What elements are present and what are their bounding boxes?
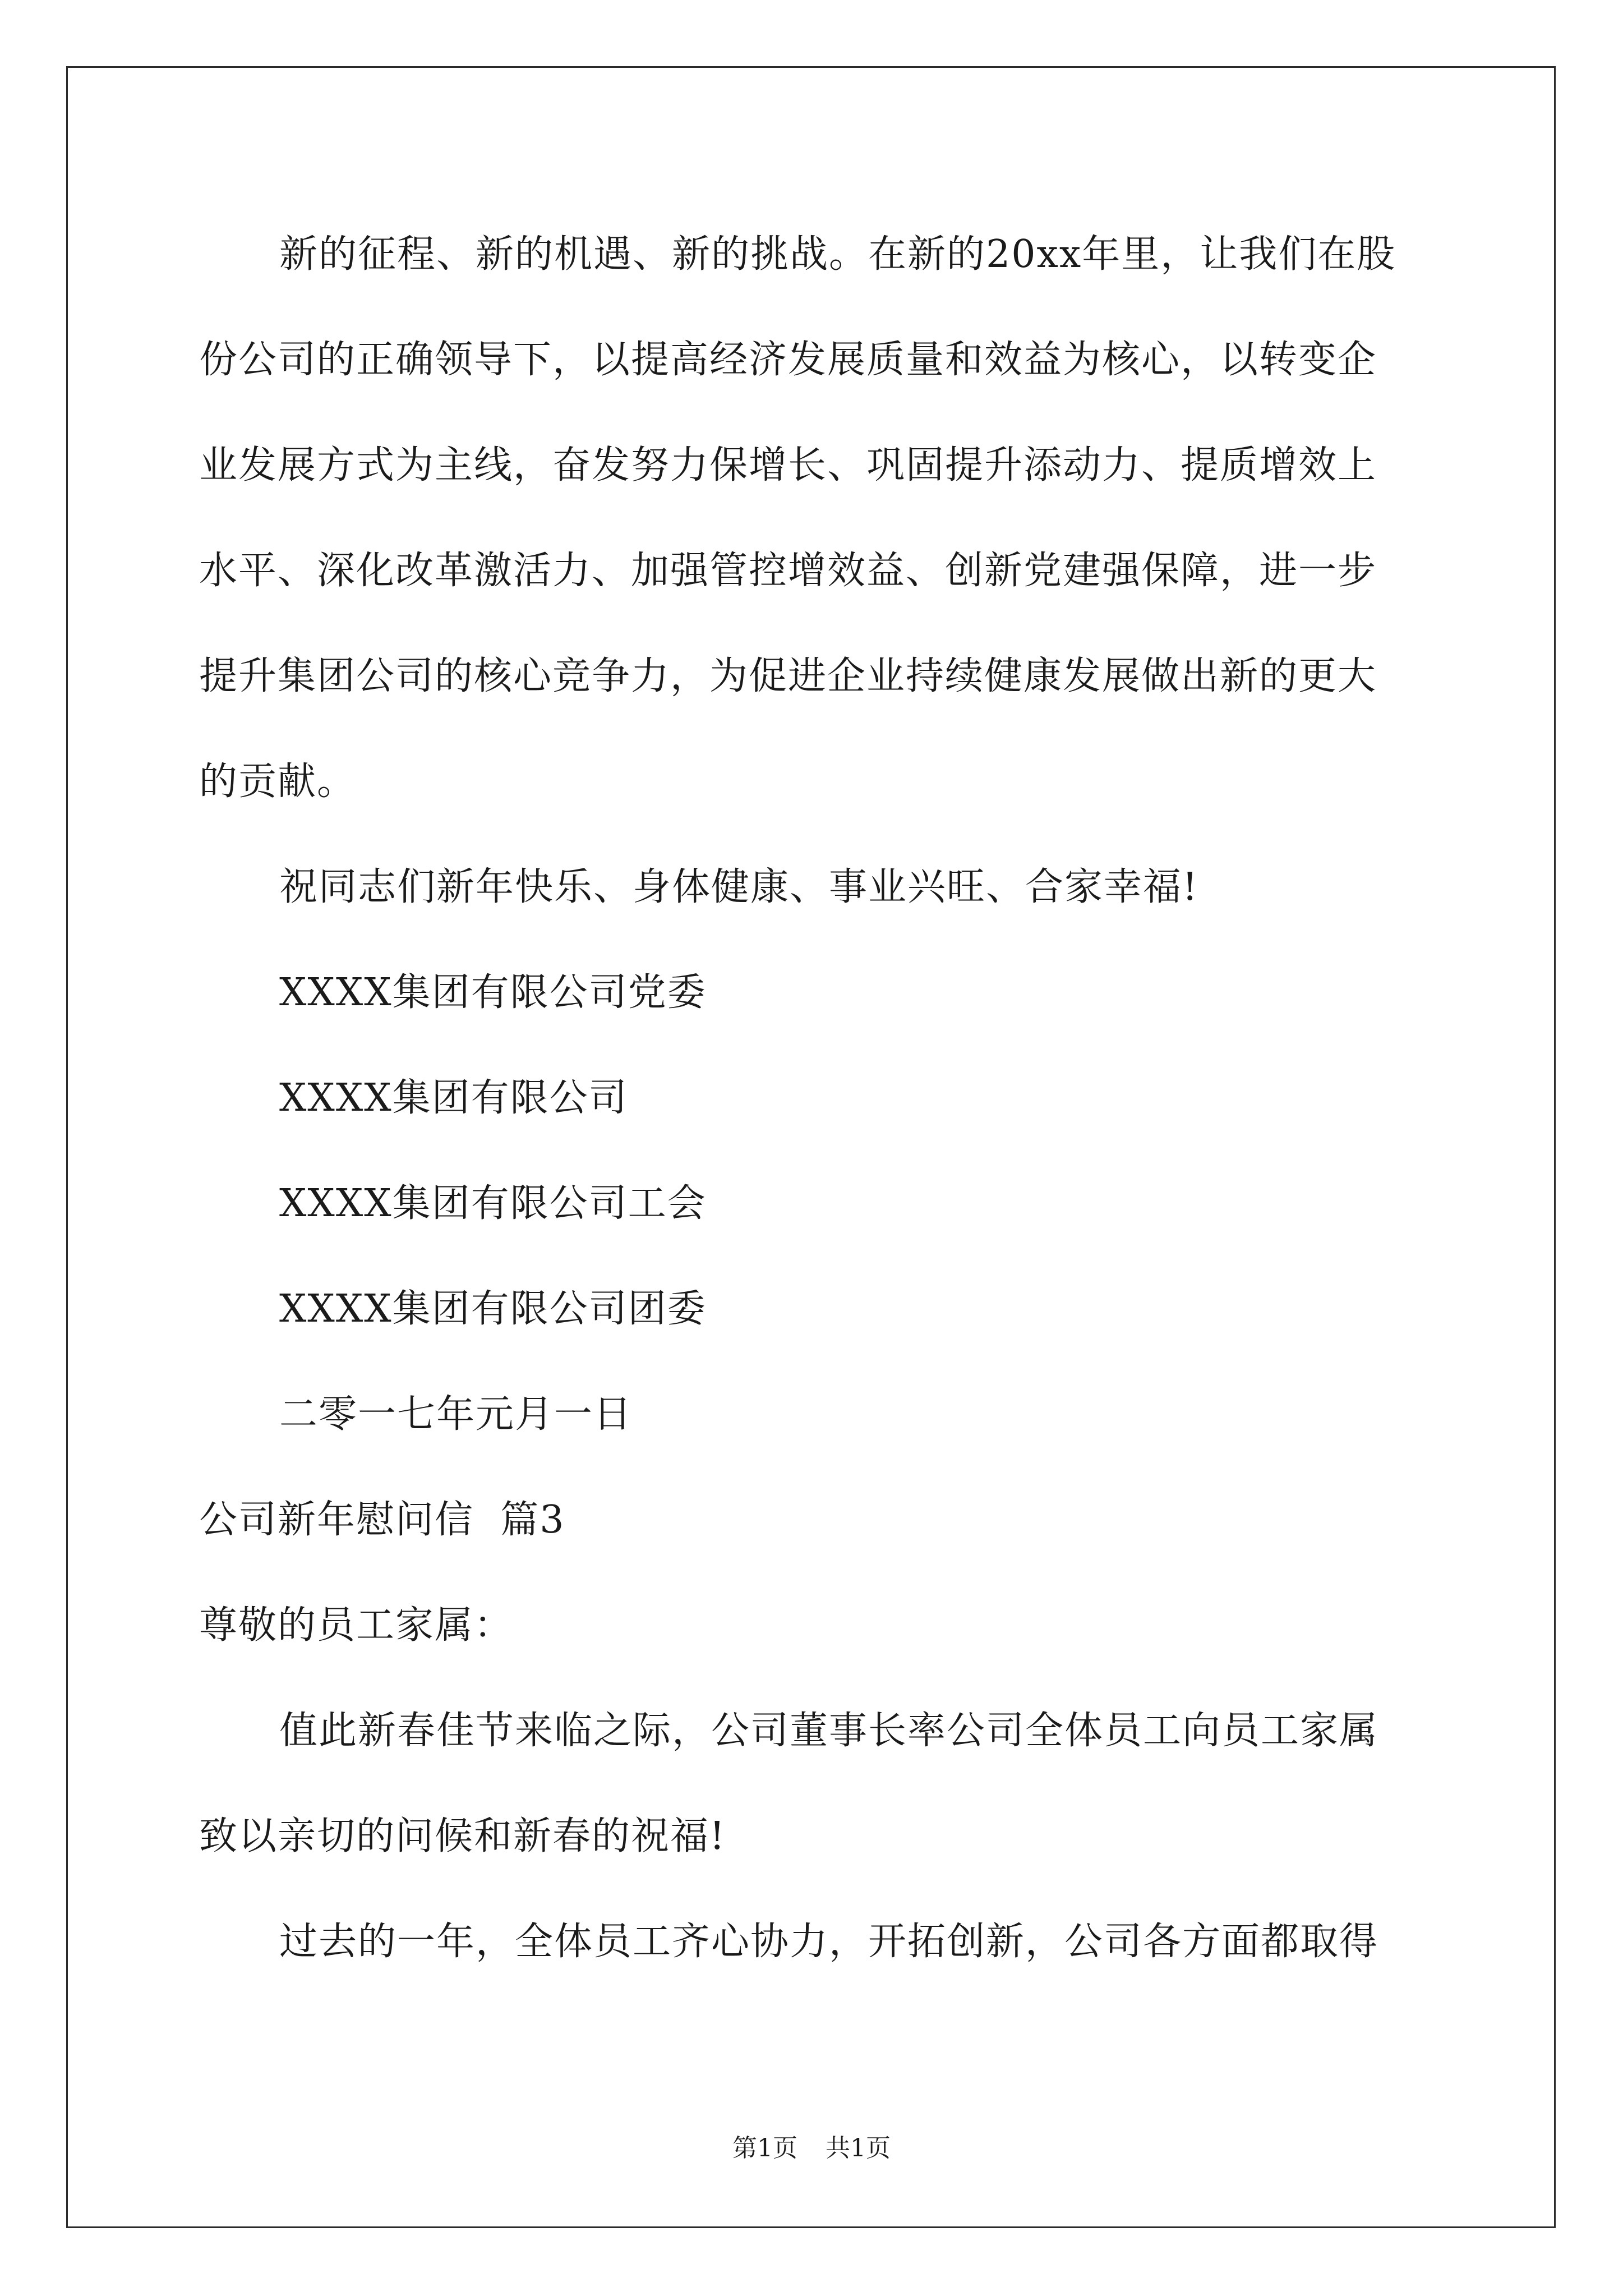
paragraph-line: 业发展方式为主线，奋发努力保增长、巩固提升添动力、提质增效上: [199, 443, 1377, 487]
date-line: 二零一七年元月一日: [279, 1392, 633, 1437]
signature-party: XXXX集团有限公司党委: [279, 970, 707, 1015]
paragraph-line: 值此新春佳节来临之际，公司董事长率公司全体员工向员工家属: [279, 1709, 1379, 1753]
signature-union: XXXX集团有限公司工会: [279, 1181, 707, 1226]
paragraph-line: 致以亲切的问候和新春的祝福!: [199, 1814, 726, 1858]
paragraph-line: 新的征程、新的机遇、新的挑战。在新的20xx年里，让我们在股: [279, 232, 1396, 277]
page-number-total: 共1页: [826, 2134, 891, 2162]
page-footer: [0, 2132, 1623, 2165]
paragraph-line: 份公司的正确领导下，以提高经济发展质量和效益为核心，以转变企: [199, 338, 1377, 382]
paragraph-line: 水平、深化改革激活力、加强管控增效益、创新党建强保障，进一步: [199, 549, 1377, 593]
signature-youth-league: XXXX集团有限公司团委: [279, 1287, 707, 1331]
wish-line: 祝同志们新年快乐、身体健康、事业兴旺、合家幸福!: [279, 865, 1199, 909]
salutation: 尊敬的员工家属：: [199, 1603, 514, 1648]
paragraph-line: 过去的一年，全体员工齐心协力，开拓创新，公司各方面都取得: [279, 1920, 1379, 1964]
page-number-current: 第1页: [732, 2134, 797, 2162]
paragraph-line: 提升集团公司的核心竞争力，为促进企业持续健康发展做出新的更大: [199, 654, 1377, 698]
signature-company: XXXX集团有限公司: [279, 1076, 628, 1120]
paragraph-line: 的贡献。: [199, 760, 357, 804]
section-title: 公司新年慰问信 篇3: [199, 1498, 565, 1542]
